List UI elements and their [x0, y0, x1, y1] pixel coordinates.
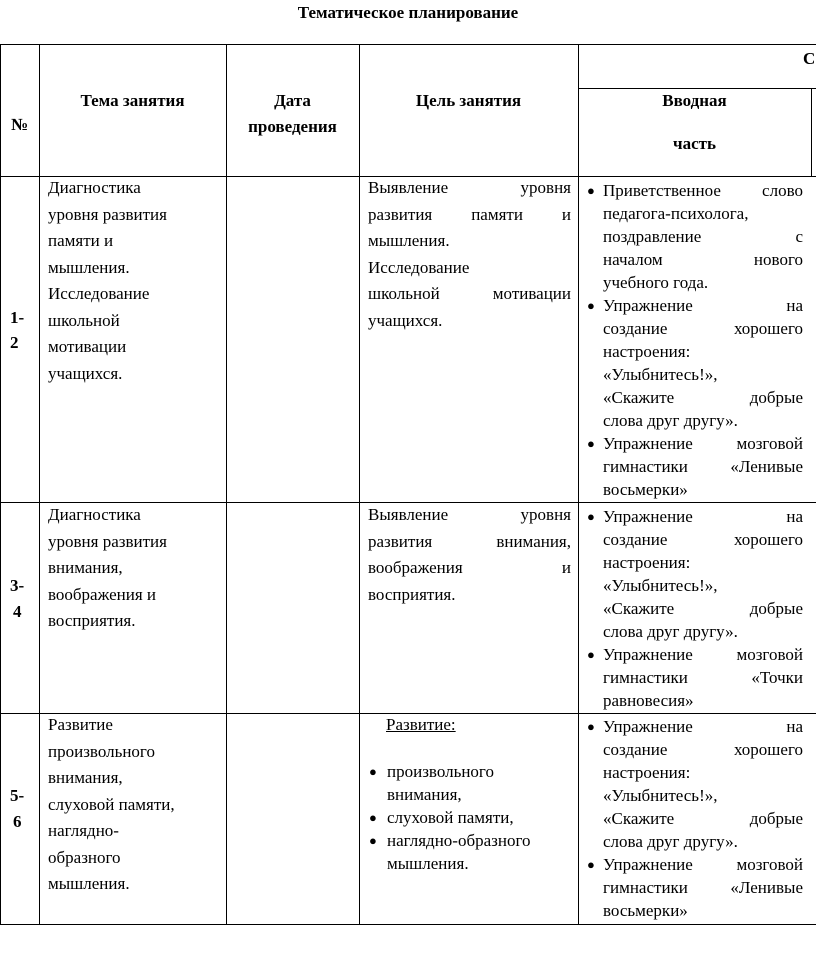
list-item: ● Упражнение на создание хорошего настроения: «Улыбнитесь!», «Скажите добрые слова друг другу». [587, 717, 803, 851]
row-exercises [585, 179, 803, 501]
row-exercises [585, 505, 803, 712]
row-topic: Развитие произвольного внимания, слуховой памяти, наглядно- образного мышления. [48, 715, 175, 893]
page-title: Тематическое планирование [297, 3, 519, 22]
row-goal: Выявление уровня развития внимания, воображения и восприятия. [368, 505, 571, 604]
goal-heading: Развитие: [386, 715, 456, 734]
row-topic: Диагностика уровня развития памяти и мышления. Исследование школьной мотивации учащихся. [48, 178, 167, 383]
list-item: ● Упражнение мозговой гимнастики «Точки равновесия» [587, 645, 803, 710]
header-goal: Цель занятия [415, 91, 522, 110]
row-topic: Диагностика уровня развития внимания, воображения и восприятия. [48, 505, 167, 630]
list-item: ● Упражнение на создание хорошего настроения: «Улыбнитесь!», «Скажите добрые слова друг другу». [587, 296, 803, 430]
list-item: ● Приветственное слово педагога-психолога, поздравление с началом нового учебного года. [587, 181, 803, 292]
goal-list [367, 760, 572, 875]
row-exercises [585, 715, 803, 922]
header-num: № [10, 115, 29, 134]
list-item: ● наглядно-образного мышления. [369, 831, 531, 873]
list-item: ● произвольного внимания, [369, 762, 494, 804]
header-topic: Тема занятия [80, 91, 185, 110]
list-item: ● Упражнение на создание хорошего настроения: «Улыбнитесь!», «Скажите добрые слова друг другу». [587, 507, 803, 641]
list-item: ● слуховой памяти, [369, 808, 514, 827]
list-item: ● Упражнение мозговой гимнастики «Ленивые восьмерки» [587, 855, 803, 920]
row-goal: Выявление уровня развития памяти и мышления. Исследование школьной мотивации учащихся. [368, 178, 571, 330]
list-item: ● Упражнение мозговой гимнастики «Ленивые восьмерки» [587, 434, 803, 499]
header-group-partial: С [803, 49, 816, 68]
